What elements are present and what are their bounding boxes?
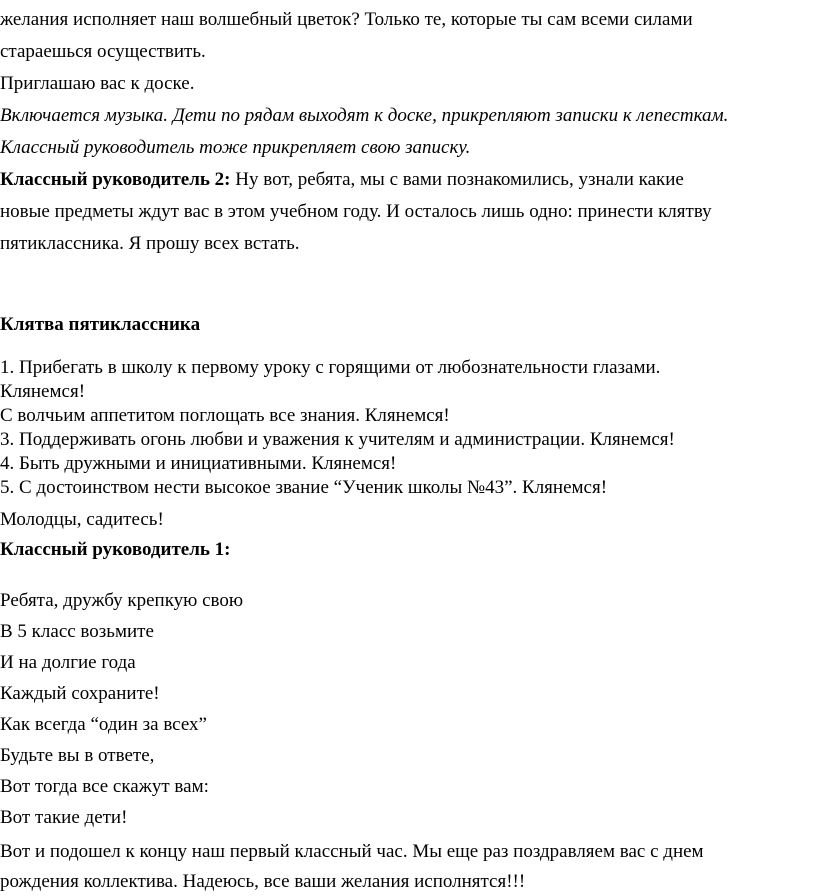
poem-line: Вот такие дети! <box>0 807 128 828</box>
oath-item: 4. Быть дружными и инициативными. Клянемся! <box>0 453 397 474</box>
poem-line: В 5 класс возьмите <box>0 621 154 642</box>
speech2-text: Ну вот, ребята, мы с вами познакомились, узнали какие <box>230 169 684 190</box>
intro-line-1: желания исполняет наш волшебный цветок? Только те, которые ты сам всеми силами <box>0 9 693 30</box>
oath-title: Клятва пятиклассника <box>0 314 201 335</box>
poem-line: И на долгие года <box>0 652 136 673</box>
stage-direction-line-2: Классный руководитель тоже прикрепляет свою записку. <box>0 137 471 158</box>
speaker-label: Классный руководитель 2: <box>0 169 231 190</box>
oath-item: 3. Поддерживать огонь любви и уважения к учителям и администрации. Клянемся! <box>0 429 675 450</box>
poem-line: Вот тогда все скажут вам: <box>0 776 209 797</box>
poem-line: Ребята, дружбу крепкую свою <box>0 590 244 611</box>
poem-line: Каждый сохраните! <box>0 683 160 704</box>
closing-line-2: рождения коллектива. Надеюсь, все ваши желания исполнятся!!! <box>0 871 526 892</box>
oath-item: С волчьим аппетитом поглощать все знания. Клянемся! <box>0 405 450 426</box>
intro-line-2: стараешься осуществить. <box>0 41 206 62</box>
closing-line-1: Вот и подошел к концу наш первый классный час. Мы еще раз поздравляем вас с днем <box>0 841 704 862</box>
poem-line: Как всегда “один за всех” <box>0 714 207 735</box>
oath-item: 5. С достоинством нести высокое звание “Ученик школы №43”. Клянемся! <box>0 477 608 498</box>
after-oath-text: Молодцы, садитесь! <box>0 509 164 530</box>
speaker-label: Классный руководитель 1: <box>0 539 231 560</box>
speech2-line-1 <box>0 169 684 191</box>
oath-item: 1. Прибегать в школу к первому уроку с горящими от любознательности глазами. <box>0 357 661 378</box>
speech2-line-2: новые предметы ждут вас в этом учебном году. И осталось лишь одно: принести клятву <box>0 201 712 222</box>
oath-item: Клянемся! <box>0 381 86 402</box>
intro-line-3: Приглашаю вас к доске. <box>0 73 195 94</box>
speech2-line-3: пятиклассника. Я прошу всех встать. <box>0 233 300 254</box>
stage-direction-line-1: Включается музыка. Дети по рядам выходят к доске, прикрепляют записки к лепесткам. <box>0 105 729 126</box>
poem-line: Будьте вы в ответе, <box>0 745 155 766</box>
